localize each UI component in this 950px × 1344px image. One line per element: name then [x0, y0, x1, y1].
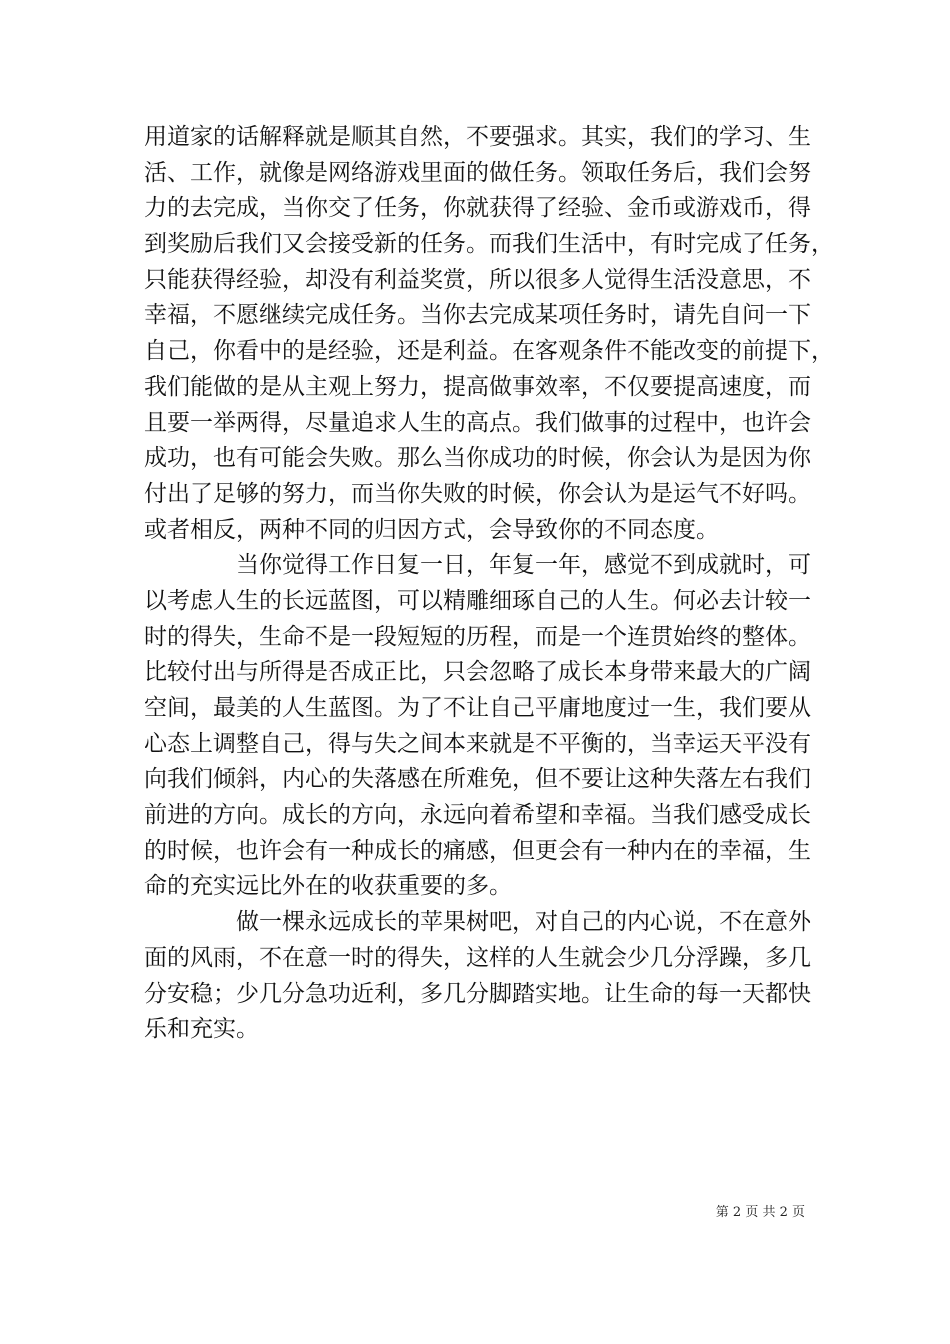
paragraph-1-line: 付出了足够的努力，而当你失败的时候，你会认为是运气不好吗。: [144, 480, 811, 507]
paragraph-2-line: 的时候，也许会有一种成长的痛感，但更会有一种内在的幸福，生: [144, 837, 811, 864]
paragraph-2-line: 比较付出与所得是否成正比，只会忽略了成长本身带来最大的广阔: [144, 659, 811, 686]
paragraph-3-line: 面的风雨，不在意一时的得失，这样的人生就会少几分浮躁，多几: [144, 944, 811, 971]
paragraph-2-line: 命的充实远比外在的收获重要的多。: [144, 873, 512, 900]
paragraph-2-first-line: 当你觉得工作日复一日，年复一年，感觉不到成就时，可: [236, 552, 811, 579]
page-number-footer: 第 2 页 共 2 页: [715, 1205, 805, 1220]
paragraph-1-line: 活、工作，就像是网络游戏里面的做任务。领取任务后，我们会努: [144, 159, 811, 186]
paragraph-2-line: 以考虑人生的长远蓝图，可以精雕细琢自己的人生。何必去计较一: [144, 587, 811, 614]
paragraph-1-line: 只能获得经验，却没有利益奖赏，所以很多人觉得生活没意思，不: [144, 266, 811, 293]
paragraph-1-line: 到奖励后我们又会接受新的任务。而我们生活中，有时完成了任务，: [144, 231, 834, 258]
paragraph-1-line: 且要一举两得，尽量追求人生的高点。我们做事的过程中，也许会: [144, 409, 811, 436]
paragraph-1-line: 成功，也有可能会失败。那么当你成功的时候，你会认为是因为你: [144, 445, 811, 472]
paragraph-1-line: 或者相反，两种不同的归因方式，会导致你的不同态度。: [144, 516, 719, 543]
paragraph-2-line: 向我们倾斜，内心的失落感在所难免，但不要让这种失落左右我们: [144, 766, 811, 793]
paragraph-1-line: 用道家的话解释就是顺其自然，不要强求。其实，我们的学习、生: [144, 124, 811, 150]
paragraph-2-line: 前进的方向。成长的方向，永远向着希望和幸福。当我们感受成长: [144, 802, 811, 829]
paragraph-3-line: 分安稳；少几分急功近利，多几分脚踏实地。让生命的每一天都快: [144, 980, 811, 1007]
paragraph-2-line: 空间，最美的人生蓝图。为了不让自己平庸地度过一生，我们要从: [144, 695, 811, 721]
paragraph-1-line: 我们能做的是从主观上努力，提高做事效率，不仅要提高速度，而: [144, 373, 811, 400]
paragraph-3-line: 乐和充实。: [144, 1016, 259, 1043]
paragraph-3-first-line: 做一棵永远成长的苹果树吧，对自己的内心说，不在意外: [236, 909, 811, 936]
paragraph-1-line: 自己，你看中的是经验，还是利益。在客观条件不能改变的前提下，: [144, 338, 834, 365]
body-text: [144, 120, 844, 1048]
paragraph-2-line: 心态上调整自己，得与失之间本来就是不平衡的，当幸运天平没有: [144, 730, 811, 757]
paragraph-1-line: 力的去完成，当你交了任务，你就获得了经验、金币或游戏币，得: [144, 195, 811, 222]
paragraph-2-line: 时的得失，生命不是一段短短的历程，而是一个连贯始终的整体。: [144, 623, 811, 650]
paragraph-1-line: 幸福，不愿继续完成任务。当你去完成某项任务时，请先自问一下: [144, 302, 811, 329]
